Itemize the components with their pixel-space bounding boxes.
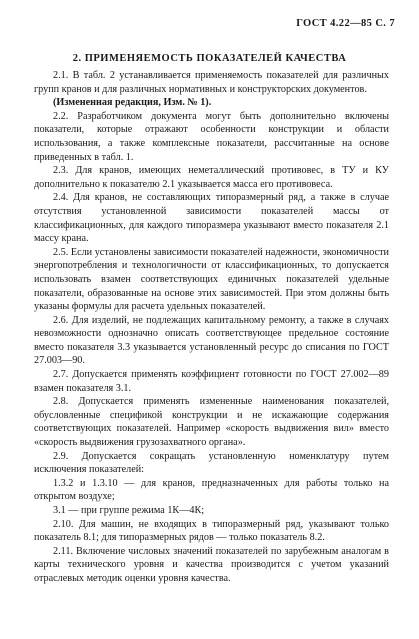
paragraph-2-10: 2.10. Для машин, не входящих в типоразмерный ряд, указывают только показатель 8.1; для типоразмерных рядов — только показатель 8.2. [34,518,389,544]
paragraph-2-2: 2.2. Разработчиком документа могут быть дополнительно включены показатели, которые отражают особенности конструкции и области использования, а также комплексные показатели, рассчитанные на основе приведенных в табл. 1. [34,110,389,163]
paragraph-2-6: 2.6. Для изделий, не подлежащих капитальному ремонту, а также в случаях невозможности однозначно описать соответствующее предельное состояние вместо показателя 3.3 указывается установленный ресурс до списания по ГОСТ 27.003—90. [34,314,389,367]
paragraph-2-5: 2.5. Если установлены зависимости показателей надежности, экономичности энергопотребления и технологичности от классификационных, то допускается использовать взамен соответствующих единичных показателей удельные показатели, образованные на основе этих зависимостей. При этом должны быть указаны формулы для расчета удельных показателей. [34,246,389,313]
exclusion-item-1: 1.3.2 и 1.3.10 — для кранов, предназначенных для работы только на открытом воздухе; [34,477,389,503]
document-body [34,69,389,586]
paragraph-2-9: 2.9. Допускается сокращать установленную номенклатуру путем исключения показателей: [34,450,389,476]
paragraph-2-3: 2.3. Для кранов, имеющих неметаллический противовес, в ТУ и КУ дополнительно к показателю 2.1 указывается масса его противовеса. [34,165,389,190]
exclusion-item-2: 3.1 — при группе режима 1К—4К; [53,505,205,516]
paragraph-2-7: 2.7. Допускается применять коэффициент готовности по ГОСТ 27.002—89 взамен показателя 3.1. [34,369,389,394]
paragraph-2-4: 2.4. Для кранов, не составляющих типоразмерный ряд, а также в случае отсутствия установленной зависимости показателей массы от классификационных, для каждого типоразмера указывают вместо показателя 2.1 массу крана. [34,192,389,245]
paragraph-2-8: 2.8. Допускается применять измененные наименования показателей, обусловленные спецификой конструкции и не искажающие содержания соответствующих показателей. Например «скорость выдвижения вил» вместо «скорость выдвижения грузозахватного органа». [34,396,389,449]
page-header: ГОСТ 4.22—85 С. 7 [296,18,395,29]
paragraph-2-11: 2.11. Включение числовых значений показателей по зарубежным аналогам в карты технического уровня и качества производится с учетом указаний отраслевых методик оценки уровня качества. [34,545,389,584]
amendment-note: (Измененная редакция, Изм. № 1). [53,97,212,109]
section-title: 2. ПРИМЕНЯЕМОСТЬ ПОКАЗАТЕЛЕЙ КАЧЕСТВА [72,53,347,64]
paragraph-2-1: 2.1. В табл. 2 устанавливается применяемость показателей для различных групп кранов и для различных нормативных и конструкторских документов. [34,70,389,95]
